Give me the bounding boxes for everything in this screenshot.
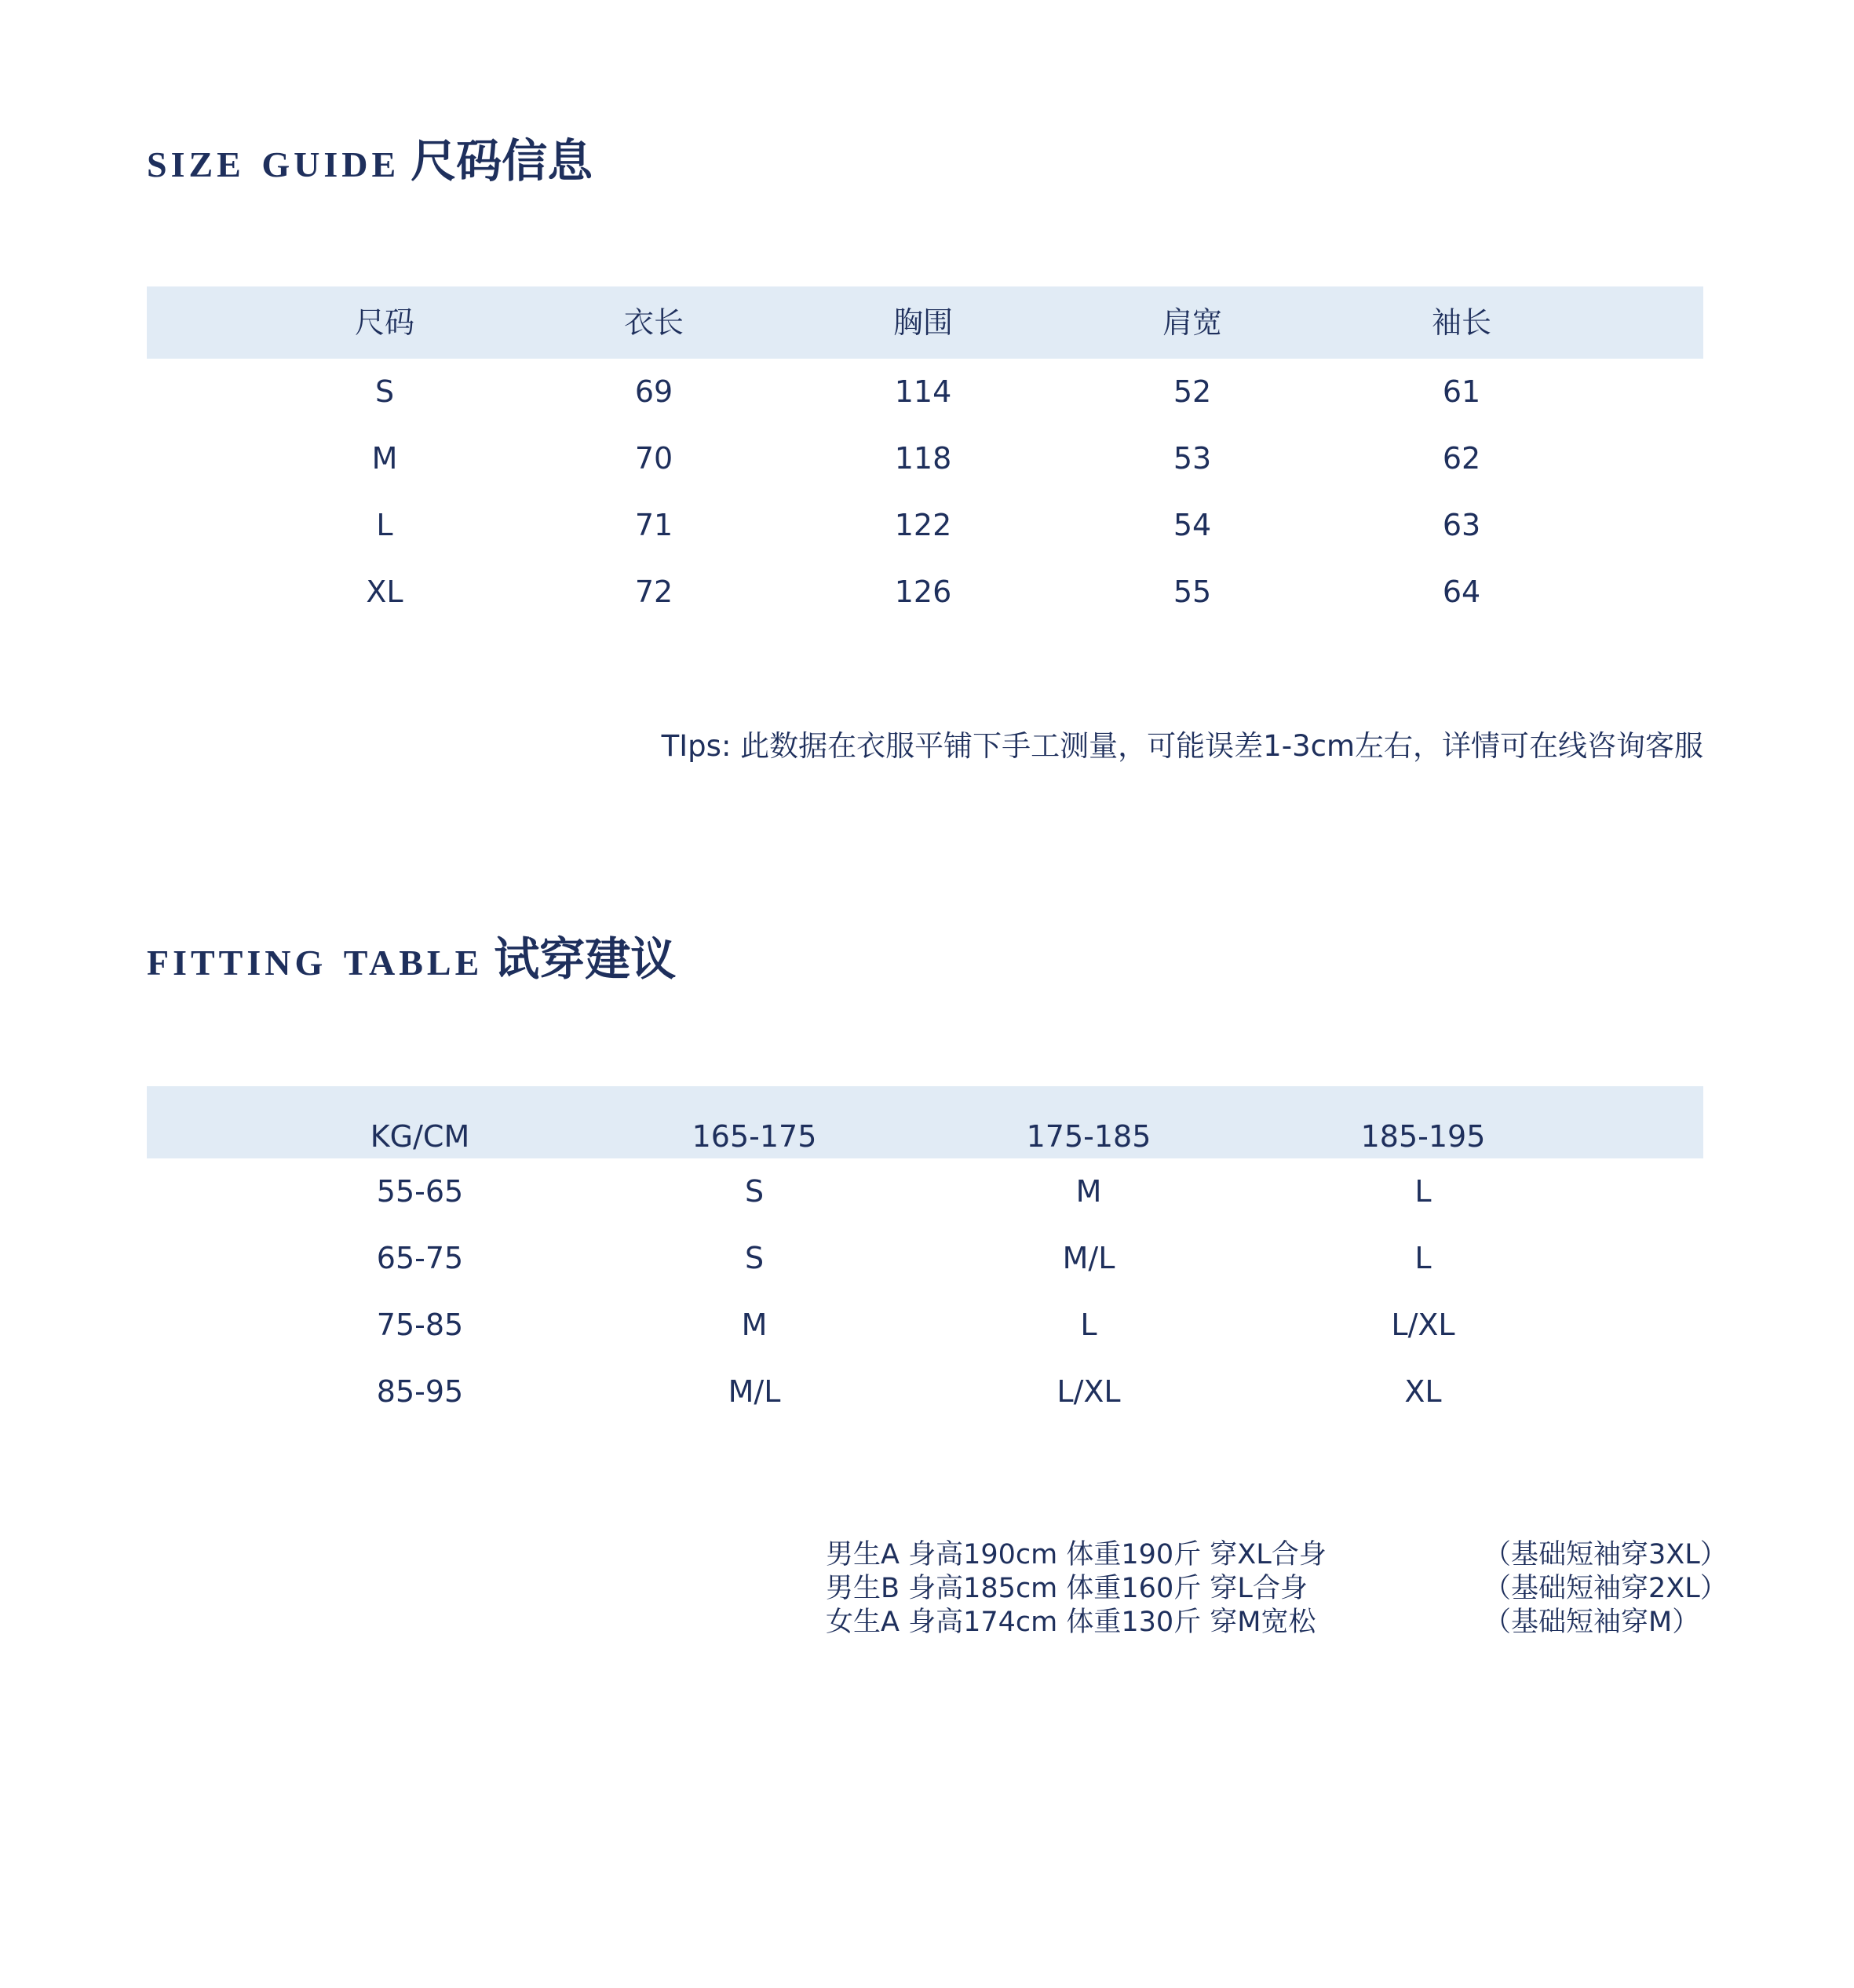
fitting-table-title-zh: 试穿建议: [494, 932, 677, 986]
table-cell: L: [1414, 1241, 1432, 1275]
table-cell: M: [371, 441, 398, 476]
table-cell: 53: [1173, 441, 1212, 476]
table-row: [147, 425, 1703, 492]
table-row: [147, 492, 1703, 559]
fit-header-height-1: 165-175: [692, 1119, 817, 1154]
table-cell: 54: [1173, 508, 1212, 542]
list-item: [826, 1538, 1728, 1572]
table-cell: XL: [1404, 1374, 1442, 1409]
size-guide-title-en: size guide: [147, 131, 400, 188]
table-cell: 65-75: [376, 1241, 464, 1275]
table-cell: 118: [894, 441, 952, 476]
table-cell: S: [744, 1174, 765, 1209]
table-cell: L: [376, 508, 393, 542]
model-description: 男生A 身高190cm 体重190斤 穿XL合身: [826, 1539, 1327, 1570]
table-cell: 85-95: [376, 1374, 464, 1409]
model-basic-tee-note: （基础短袖穿3XL）: [1484, 1539, 1728, 1570]
table-cell: M/L: [728, 1374, 781, 1409]
table-cell: 62: [1442, 441, 1481, 476]
table-row: [147, 359, 1703, 425]
table-cell: L/XL: [1391, 1308, 1455, 1342]
size-guide-table: [147, 286, 1703, 626]
size-guide-title-zh: 尺码信息: [411, 134, 593, 188]
fitting-table-title-en: fitting table: [147, 929, 484, 987]
table-cell: 61: [1442, 374, 1481, 409]
table-cell: L: [1414, 1174, 1432, 1209]
table-row: [147, 1158, 1703, 1225]
table-cell: L: [1080, 1308, 1097, 1342]
fitting-table-title: [147, 922, 676, 988]
model-description: 女生A 身高174cm 体重130斤 穿M宽松: [826, 1607, 1316, 1638]
table-row: [147, 1359, 1703, 1425]
table-cell: XL: [366, 575, 403, 609]
size-header-sleeve: 袖长: [1431, 305, 1491, 340]
fit-header-height-3: 185-195: [1360, 1119, 1486, 1154]
size-header-shoulder: 肩宽: [1162, 305, 1222, 340]
table-cell: 55-65: [376, 1174, 464, 1209]
list-item: [826, 1606, 1709, 1640]
table-cell: L/XL: [1057, 1374, 1121, 1409]
table-row: [147, 1225, 1703, 1292]
table-cell: 70: [634, 441, 673, 476]
table-cell: 69: [634, 374, 673, 409]
table-cell: 122: [894, 508, 952, 542]
table-cell: 126: [894, 575, 952, 609]
model-description: 男生B 身高185cm 体重160斤 穿L合身: [826, 1573, 1308, 1604]
table-cell: S: [744, 1241, 765, 1275]
fitting-table: [147, 1086, 1703, 1425]
table-cell: 71: [634, 508, 673, 542]
fit-header-weight-height: KG/CM: [370, 1119, 470, 1154]
size-header-size: 尺码: [354, 305, 414, 340]
table-cell: 75-85: [376, 1308, 464, 1342]
table-cell: 63: [1442, 508, 1481, 542]
table-row: [147, 1292, 1703, 1359]
list-item: [826, 1572, 1728, 1606]
table-cell: M: [741, 1308, 768, 1342]
table-cell: S: [374, 374, 395, 409]
fit-table-header-row: [147, 1086, 1703, 1158]
model-basic-tee-note: （基础短袖穿2XL）: [1484, 1573, 1728, 1604]
table-cell: 72: [634, 575, 673, 609]
fit-header-height-2: 175-185: [1026, 1119, 1151, 1154]
table-cell: 55: [1173, 575, 1212, 609]
size-table-header-row: [147, 286, 1703, 359]
measurement-tips: TIps: 此数据在衣服平铺下手工测量，可能误差1-3cm左右，详情可在线咨询客服: [661, 729, 1703, 763]
size-header-length: 衣长: [623, 305, 684, 340]
table-cell: 64: [1442, 575, 1481, 609]
model-fit-notes: [826, 1538, 1728, 1640]
model-basic-tee-note: （基础短袖穿M）: [1484, 1607, 1700, 1638]
size-guide-title: [147, 124, 593, 190]
table-cell: M/L: [1062, 1241, 1115, 1275]
table-row: [147, 559, 1703, 626]
table-cell: 52: [1173, 374, 1212, 409]
size-header-chest: 胸围: [892, 305, 953, 340]
table-cell: 114: [894, 374, 952, 409]
table-cell: M: [1075, 1174, 1102, 1209]
